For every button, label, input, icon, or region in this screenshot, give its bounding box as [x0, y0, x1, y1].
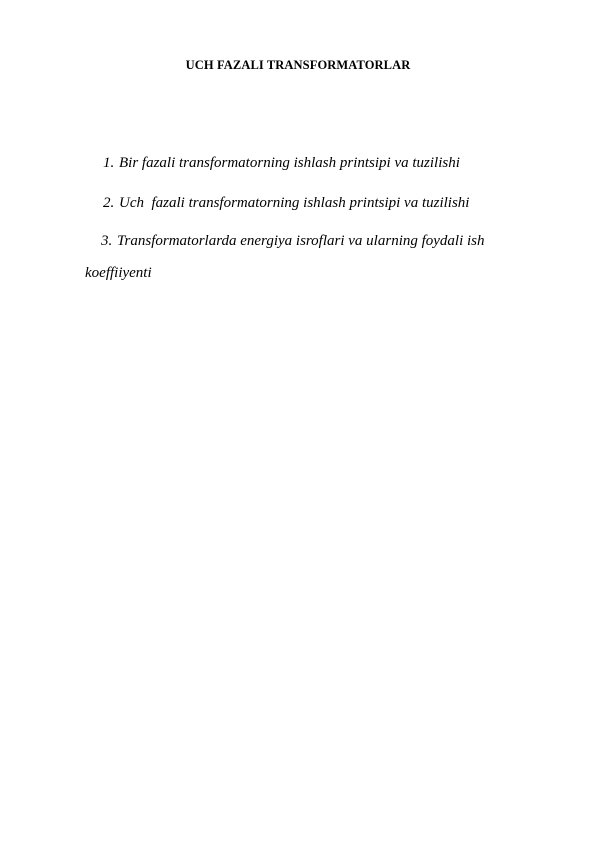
- page-title: UCH FAZALI TRANSFORMATORLAR: [185, 58, 411, 72]
- list-item-text: Uch fazali transformatorning ishlash printsipi va tuzilishi: [119, 195, 470, 211]
- list-item: [103, 154, 460, 172]
- list-item-number: 2.: [103, 195, 115, 211]
- list-item: [101, 232, 485, 250]
- list-item-text: Bir fazali transformatorning ishlash printsipi va tuzilishi: [119, 155, 460, 171]
- list-item-number: 1.: [103, 155, 115, 171]
- list-item-continuation: koeffiiyenti: [85, 265, 152, 281]
- list-item-number: 3.: [101, 233, 113, 249]
- list-item: [103, 194, 469, 212]
- list-item-text: Transformatorlarda energiya isroflari va ularning foydali ish: [117, 233, 485, 249]
